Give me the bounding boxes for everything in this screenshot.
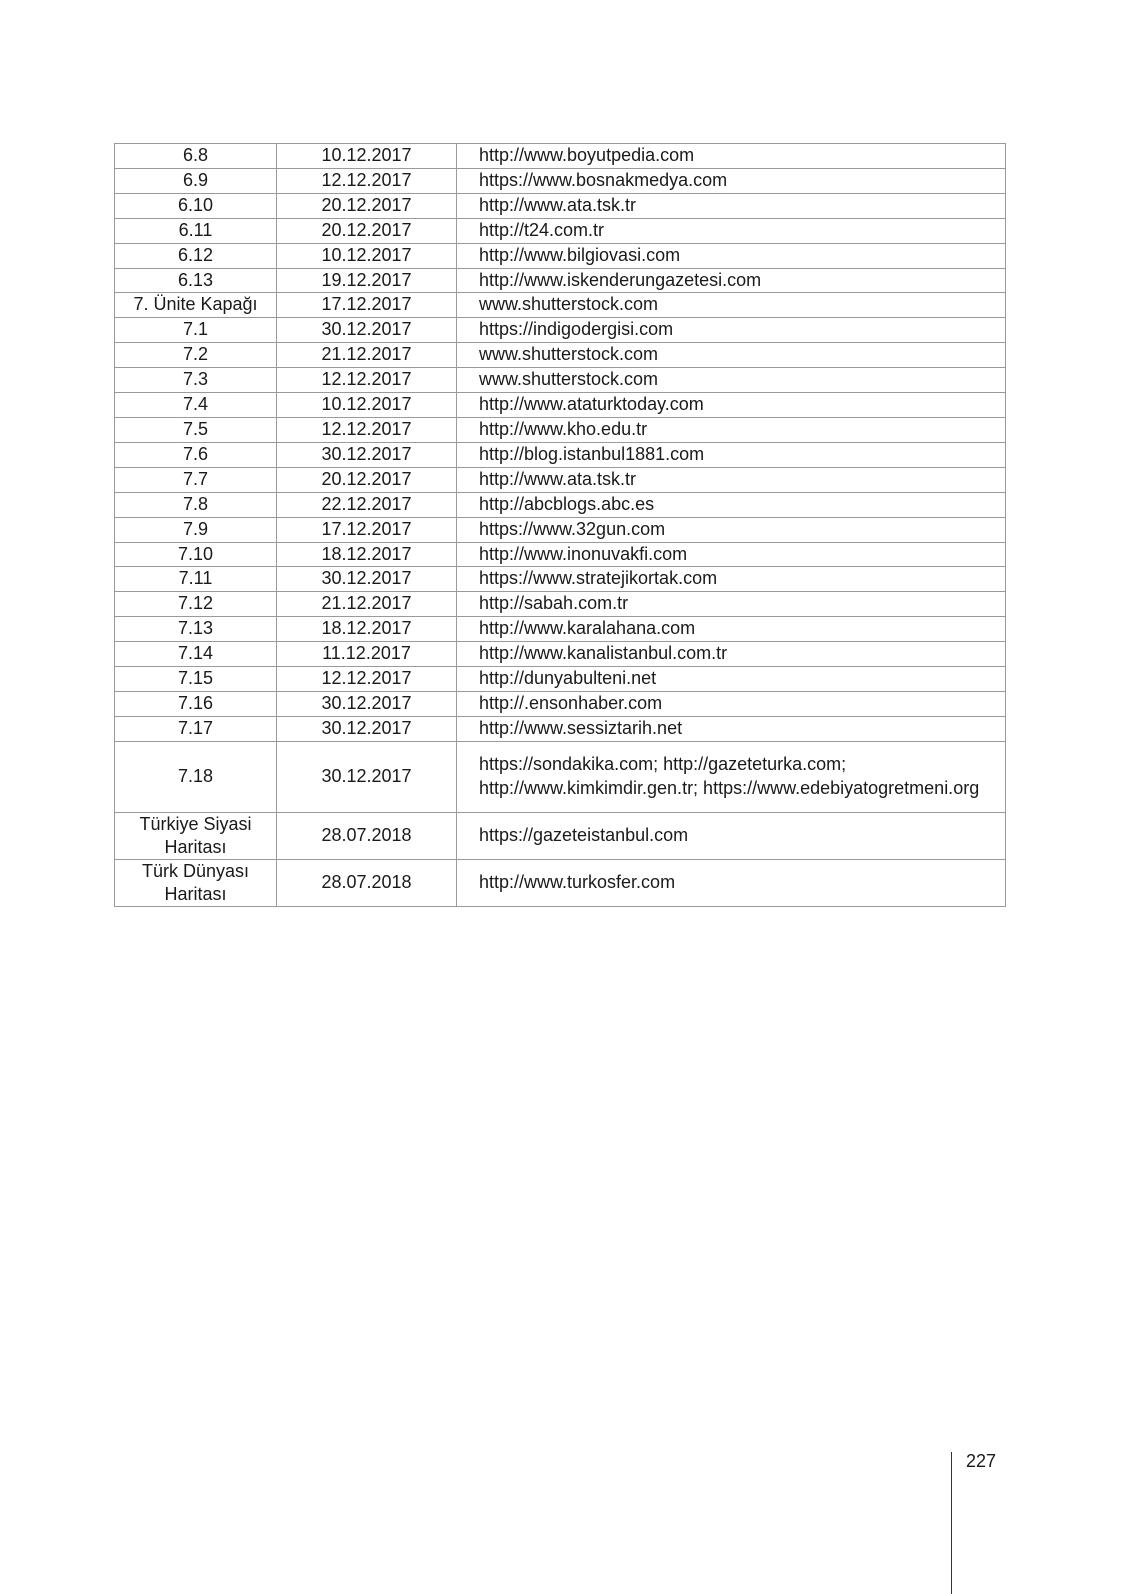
table-row: [115, 642, 1006, 667]
access-date-cell: 17.12.2017: [277, 517, 457, 542]
table-row: [115, 417, 1006, 442]
table-row: [115, 492, 1006, 517]
figure-number-cell: 7. Ünite Kapağı: [115, 293, 277, 318]
table-row: [115, 859, 1006, 906]
figure-number-cell: 7.18: [115, 741, 277, 812]
figure-number-cell: 7.9: [115, 517, 277, 542]
source-url-cell: http://www.boyutpedia.com: [457, 144, 1006, 169]
access-date-cell: 10.12.2017: [277, 393, 457, 418]
figure-number-cell: Türk Dünyası Haritası: [115, 859, 277, 906]
table-row: [115, 716, 1006, 741]
table-row: [115, 393, 1006, 418]
access-date-cell: 22.12.2017: [277, 492, 457, 517]
figure-number-cell: 7.7: [115, 467, 277, 492]
access-date-cell: 30.12.2017: [277, 741, 457, 812]
source-url-cell: http://www.kho.edu.tr: [457, 417, 1006, 442]
table-row: [115, 193, 1006, 218]
table-row: [115, 318, 1006, 343]
source-url-cell: http://sabah.com.tr: [457, 592, 1006, 617]
table-row: [115, 542, 1006, 567]
table-row: [115, 243, 1006, 268]
figure-number-cell: 6.8: [115, 144, 277, 169]
figure-number-cell: 7.8: [115, 492, 277, 517]
access-date-cell: 12.12.2017: [277, 667, 457, 692]
source-url-cell: http://www.sessiztarih.net: [457, 716, 1006, 741]
figure-number-cell: 7.15: [115, 667, 277, 692]
source-url-cell: http://www.ata.tsk.tr: [457, 193, 1006, 218]
access-date-cell: 30.12.2017: [277, 318, 457, 343]
access-date-cell: 19.12.2017: [277, 268, 457, 293]
source-url-cell: http://.ensonhaber.com: [457, 691, 1006, 716]
source-url-cell: http://www.bilgiovasi.com: [457, 243, 1006, 268]
figure-number-cell: 7.17: [115, 716, 277, 741]
source-url-cell: http://abcblogs.abc.es: [457, 492, 1006, 517]
table-row: [115, 517, 1006, 542]
figure-number-cell: 6.13: [115, 268, 277, 293]
table-row: [115, 567, 1006, 592]
source-url-cell: http://www.iskenderungazetesi.com: [457, 268, 1006, 293]
figure-number-cell: 7.1: [115, 318, 277, 343]
access-date-cell: 30.12.2017: [277, 442, 457, 467]
source-url-cell: https://sondakika.com; http://gazeteturka.com; http://www.kimkimdir.gen.tr; https://www.edebiyatogretmeni.org: [457, 741, 1006, 812]
source-url-cell: www.shutterstock.com: [457, 343, 1006, 368]
access-date-cell: 17.12.2017: [277, 293, 457, 318]
access-date-cell: 18.12.2017: [277, 617, 457, 642]
figure-number-cell: 7.13: [115, 617, 277, 642]
figure-number-cell: 7.3: [115, 368, 277, 393]
figure-number-cell: 7.11: [115, 567, 277, 592]
access-date-cell: 10.12.2017: [277, 243, 457, 268]
access-date-cell: 20.12.2017: [277, 193, 457, 218]
figure-number-cell: Türkiye Siyasi Haritası: [115, 812, 277, 859]
access-date-cell: 20.12.2017: [277, 467, 457, 492]
figure-number-cell: 6.11: [115, 218, 277, 243]
image-sources-table: [114, 143, 1006, 907]
table-row: [115, 741, 1006, 812]
figure-number-cell: 6.12: [115, 243, 277, 268]
access-date-cell: 28.07.2018: [277, 812, 457, 859]
table-row: [115, 218, 1006, 243]
access-date-cell: 12.12.2017: [277, 168, 457, 193]
source-url-cell: http://t24.com.tr: [457, 218, 1006, 243]
access-date-cell: 30.12.2017: [277, 567, 457, 592]
access-date-cell: 10.12.2017: [277, 144, 457, 169]
table-row: [115, 168, 1006, 193]
source-url-cell: http://blog.istanbul1881.com: [457, 442, 1006, 467]
figure-number-cell: 7.6: [115, 442, 277, 467]
source-url-cell: http://dunyabulteni.net: [457, 667, 1006, 692]
access-date-cell: 21.12.2017: [277, 343, 457, 368]
access-date-cell: 11.12.2017: [277, 642, 457, 667]
access-date-cell: 12.12.2017: [277, 417, 457, 442]
source-url-cell: https://www.stratejikortak.com: [457, 567, 1006, 592]
table-row: [115, 343, 1006, 368]
source-url-cell: www.shutterstock.com: [457, 293, 1006, 318]
access-date-cell: 28.07.2018: [277, 859, 457, 906]
table-row: [115, 592, 1006, 617]
source-url-cell: https://www.bosnakmedya.com: [457, 168, 1006, 193]
table-row: [115, 467, 1006, 492]
source-url-cell: http://www.kanalistanbul.com.tr: [457, 642, 1006, 667]
source-url-cell: http://www.ata.tsk.tr: [457, 467, 1006, 492]
table-row: [115, 293, 1006, 318]
source-url-cell: https://indigodergisi.com: [457, 318, 1006, 343]
source-url-cell: http://www.turkosfer.com: [457, 859, 1006, 906]
figure-number-cell: 7.16: [115, 691, 277, 716]
figure-number-cell: 7.5: [115, 417, 277, 442]
table-row: [115, 368, 1006, 393]
figure-number-cell: 7.12: [115, 592, 277, 617]
source-url-cell: https://gazeteistanbul.com: [457, 812, 1006, 859]
figure-number-cell: 6.9: [115, 168, 277, 193]
figure-number-cell: 7.4: [115, 393, 277, 418]
access-date-cell: 20.12.2017: [277, 218, 457, 243]
access-date-cell: 21.12.2017: [277, 592, 457, 617]
source-url-cell: http://www.karalahana.com: [457, 617, 1006, 642]
access-date-cell: 18.12.2017: [277, 542, 457, 567]
table-row: [115, 812, 1006, 859]
source-url-cell: www.shutterstock.com: [457, 368, 1006, 393]
table-row: [115, 617, 1006, 642]
figure-number-cell: 7.14: [115, 642, 277, 667]
figure-number-cell: 7.10: [115, 542, 277, 567]
access-date-cell: 12.12.2017: [277, 368, 457, 393]
table-row: [115, 442, 1006, 467]
page-number: 227: [966, 1451, 997, 1471]
source-url-cell: http://www.inonuvakfi.com: [457, 542, 1006, 567]
source-url-cell: http://www.ataturktoday.com: [457, 393, 1006, 418]
access-date-cell: 30.12.2017: [277, 691, 457, 716]
table-row: [115, 268, 1006, 293]
table-row: [115, 667, 1006, 692]
table-row: [115, 144, 1006, 169]
page-margin-rule: [951, 1452, 952, 1594]
table-row: [115, 691, 1006, 716]
figure-number-cell: 7.2: [115, 343, 277, 368]
access-date-cell: 30.12.2017: [277, 716, 457, 741]
source-url-cell: https://www.32gun.com: [457, 517, 1006, 542]
figure-number-cell: 6.10: [115, 193, 277, 218]
